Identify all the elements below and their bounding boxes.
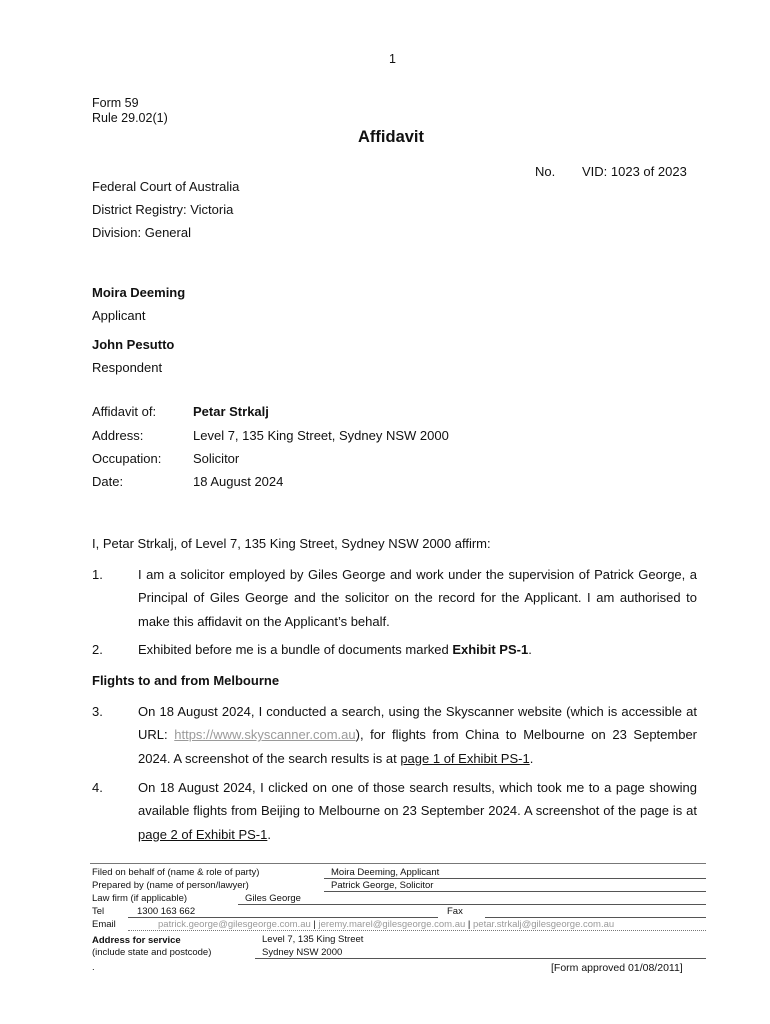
- occupation-value: Solicitor: [193, 451, 240, 466]
- paragraph-1: I am a solicitor employed by Giles George and work under the supervision of Patrick George, a Principal of Giles George and the solicitor on the record for the Applicant. I am authorised to make this affidavit on the Applicant’s behalf.: [138, 567, 697, 629]
- case-number-value: VID: 1023 of 2023: [582, 164, 687, 179]
- prepared-by-value: Patrick George, Solicitor: [331, 880, 434, 891]
- form-number: Form 59: [92, 96, 139, 110]
- court-name: Federal Court of Australia: [92, 179, 240, 194]
- address-label: Address:: [92, 428, 144, 443]
- email-values: patrick.george@gilesgeorge.com.au | jeremy.marel@gilesgeorge.com.au | petar.strkalj@gilesgeorge.com.au: [158, 919, 615, 930]
- paragraph-4: On 18 August 2024, I clicked on one of those search results, which took me to a page showing available flights from Beijing to Melbourne on 23 September 2024. A screenshot of the page is at page 2 of Exhibit PS-1.: [138, 780, 697, 842]
- prepared-by-line: [324, 891, 706, 892]
- fax-line: [485, 917, 706, 918]
- respondent-name: John Pesutto: [92, 337, 175, 352]
- filed-on-behalf-label: Filed on behalf of (name & role of party): [92, 867, 260, 878]
- tel-label: Tel: [92, 906, 105, 917]
- paragraph-2-number: 2.: [92, 642, 103, 657]
- paragraph-3-number: 3.: [92, 704, 103, 719]
- applicant-role: Applicant: [92, 308, 146, 323]
- applicant-name: Moira Deeming: [92, 285, 186, 300]
- fax-label: Fax: [447, 906, 463, 917]
- exhibit-reference: Exhibit PS-1: [452, 642, 529, 657]
- form-approved-note: [Form approved 01/08/2011]: [551, 962, 683, 974]
- address-for-service-label: Address for service: [92, 935, 181, 946]
- email-line: [128, 930, 706, 931]
- tel-value: 1300 163 662: [137, 906, 196, 917]
- law-firm-line: [238, 904, 706, 905]
- address-value: Level 7, 135 King Street, Sydney NSW 2000: [193, 428, 449, 443]
- filed-on-behalf-line: [324, 878, 706, 879]
- paragraph-4-number: 4.: [92, 780, 103, 795]
- affidavit-of-value: Petar Strkalj: [193, 404, 269, 419]
- email-patrick[interactable]: patrick.george@gilesgeorge.com.au: [158, 919, 311, 930]
- respondent-role: Respondent: [92, 360, 163, 375]
- footer-divider: [90, 863, 706, 864]
- address-for-service-sub: (include state and postcode): [92, 947, 212, 958]
- date-label: Date:: [92, 474, 124, 489]
- date-value: 18 August 2024: [193, 474, 284, 489]
- email-label: Email: [92, 919, 116, 930]
- court-division: Division: General: [92, 225, 191, 240]
- skyscanner-link[interactable]: https://www.skyscanner.com.au: [174, 727, 356, 743]
- footer-dot: .: [92, 962, 95, 973]
- form-rule: Rule 29.02(1): [92, 111, 168, 125]
- page-number: 1: [389, 52, 396, 66]
- law-firm-value: Giles George: [245, 893, 301, 904]
- case-number-label: No.: [535, 164, 556, 179]
- affidavit-of-label: Affidavit of:: [92, 404, 157, 419]
- prepared-by-label: Prepared by (name of person/lawyer): [92, 880, 249, 891]
- filed-on-behalf-value: Moira Deeming, Applicant: [331, 867, 440, 878]
- occupation-label: Occupation:: [92, 451, 162, 466]
- intro-statement: I, Petar Strkalj, of Level 7, 135 King Street, Sydney NSW 2000 affirm:: [92, 536, 491, 551]
- section-heading: Flights to and from Melbourne: [92, 673, 280, 688]
- tel-line: [128, 917, 438, 918]
- court-registry: District Registry: Victoria: [92, 202, 234, 217]
- exhibit-page-1-reference: page 1 of Exhibit PS-1: [400, 750, 530, 766]
- exhibit-page-2-reference: page 2 of Exhibit PS-1: [138, 826, 268, 842]
- service-address-line: [255, 958, 706, 959]
- document-title: Affidavit: [358, 128, 424, 146]
- email-jeremy[interactable]: jeremy.marel@gilesgeorge.com.au: [318, 919, 466, 930]
- paragraph-3: On 18 August 2024, I conducted a search, using the Skyscanner website (which is accessible at URL: https://www.skyscanner.com.au), for flights from China to Melbourne on 23 September 2024. A screenshot of the search results is at page 1 of Exhibit PS-1.: [138, 704, 698, 766]
- paragraph-1-number: 1.: [92, 567, 103, 582]
- law-firm-label: Law firm (if applicable): [92, 893, 188, 904]
- service-address-line-2: Sydney NSW 2000: [262, 947, 343, 958]
- email-petar[interactable]: petar.strkalj@gilesgeorge.com.au: [473, 919, 615, 930]
- service-address-line-1: Level 7, 135 King Street: [262, 934, 364, 945]
- paragraph-2: Exhibited before me is a bundle of documents marked Exhibit PS-1.: [138, 642, 532, 657]
